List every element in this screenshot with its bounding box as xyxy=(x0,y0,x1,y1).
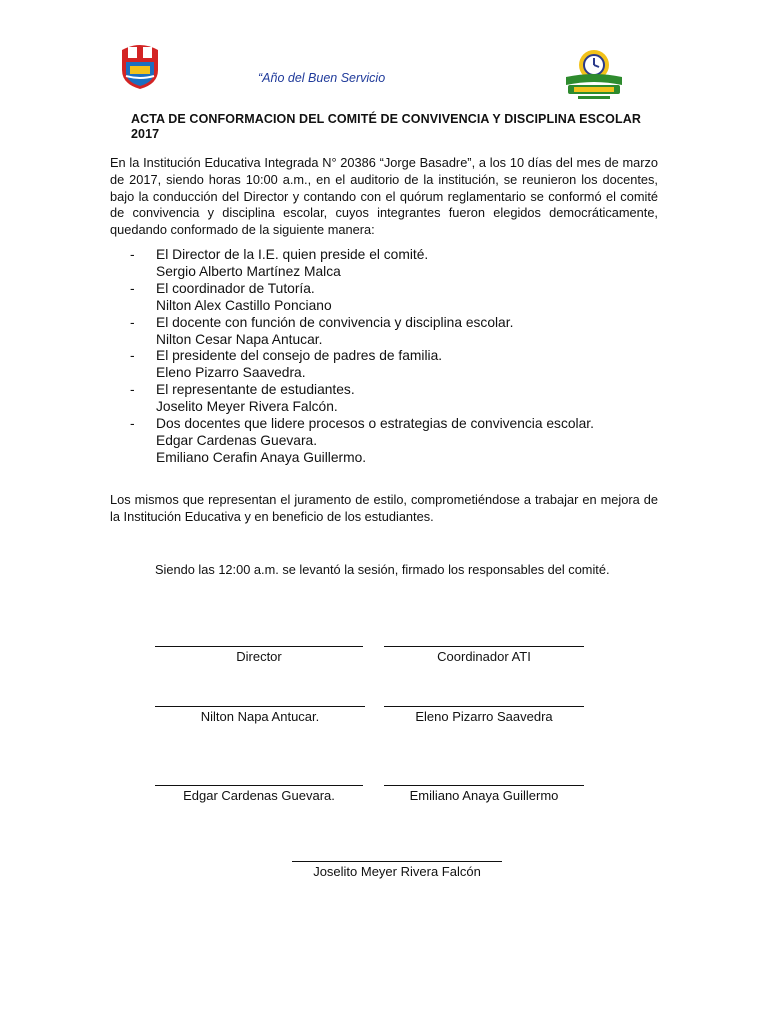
signature-block-rivera xyxy=(292,861,502,880)
signature-block-cardenas xyxy=(155,785,363,804)
signature-label: Edgar Cardenas Guevara. xyxy=(183,788,335,803)
member-role: El Director de la I.E. quien preside el comité. xyxy=(156,247,429,262)
signature-line xyxy=(384,785,584,786)
bullet-dash: - xyxy=(130,314,135,330)
bullet-dash: - xyxy=(130,348,135,364)
member-name: Sergio Alberto Martínez Malca xyxy=(156,263,341,279)
list-item xyxy=(130,348,690,382)
bullet-dash: - xyxy=(130,416,135,432)
signature-line xyxy=(155,646,363,647)
member-role: El representante de estudiantes. xyxy=(156,382,355,398)
signature-block-pizarro xyxy=(384,706,584,725)
signature-line xyxy=(155,785,363,786)
signature-label: Coordinador ATI xyxy=(437,649,531,664)
signature-block-coordinator xyxy=(384,646,584,665)
member-name: Nilton Alex Castillo Ponciano xyxy=(156,297,332,313)
signature-line xyxy=(384,706,584,707)
list-item xyxy=(130,281,690,315)
member-name: Nilton Cesar Napa Antucar. xyxy=(156,331,323,347)
signature-block-director xyxy=(155,646,363,665)
member-name: Edgar Cardenas Guevara. xyxy=(156,432,318,448)
motto-text: “Año del Buen Servicio xyxy=(258,71,386,83)
intro-paragraph: En la Institución Educativa Integrada N° 20386 “Jorge Basadre”, a los 10 días del mes de marzo de 2017, siendo horas 10:00 a.m., en el auditorio de la institución, se reunieron los docentes, bajo la conducción del Director y contando con el quórum reglamentario se conformó el comité de convivencia y disciplina escolar, cuyos integrantes fueron elegidos democráticamente, quedando conformado de la siguiente manera: xyxy=(110,155,658,238)
list-item xyxy=(130,382,690,416)
committee-members-list xyxy=(130,247,690,467)
signature-line xyxy=(155,706,365,707)
signature-block-napa xyxy=(155,706,365,725)
member-name: Joselito Meyer Rivera Falcón. xyxy=(156,399,338,415)
member-role: El presidente del consejo de padres de familia. xyxy=(156,348,443,364)
bullet-dash: - xyxy=(130,280,135,296)
signature-label: Joselito Meyer Rivera Falcón xyxy=(313,864,481,879)
list-item xyxy=(130,416,690,467)
document-title: ACTA DE CONFORMACION DEL COMITÉ DE CONVIVENCIA Y DISCIPLINA ESCOLAR 2017 xyxy=(131,112,641,141)
signature-label: Director xyxy=(236,649,282,664)
member-role: El coordinador de Tutoría. xyxy=(156,280,315,296)
member-name: Eleno Pizarro Saavedra. xyxy=(156,365,306,381)
list-item xyxy=(130,247,690,281)
signature-line xyxy=(384,646,584,647)
signature-label: Eleno Pizarro Saavedra xyxy=(415,709,553,724)
jornada-escolar-completa-logo xyxy=(560,45,628,101)
signature-label: Emiliano Anaya Guillermo xyxy=(409,788,559,803)
member-role: El docente con función de convivencia y disciplina escolar. xyxy=(156,314,514,330)
list-item xyxy=(130,315,690,349)
signature-label: Nilton Napa Antucar. xyxy=(200,709,320,724)
session-end-text: Siendo las 12:00 a.m. se levantó la sesión, firmado los responsables del comité. xyxy=(155,562,610,577)
bullet-dash: - xyxy=(130,382,135,398)
bullet-dash: - xyxy=(130,247,135,262)
member-name: Emiliano Cerafin Anaya Guillermo. xyxy=(156,449,367,465)
closing-paragraph: Los mismos que representan el juramento de estilo, comprometiéndose a trabajar en mejora de la Institución Educativa y en beneficio de los estudiantes. xyxy=(110,492,658,524)
signature-line xyxy=(292,861,502,862)
signature-block-anaya xyxy=(384,785,584,804)
school-crest-icon xyxy=(116,40,164,90)
member-role: Dos docentes que lidere procesos o estrategias de convivencia escolar. xyxy=(156,416,594,432)
